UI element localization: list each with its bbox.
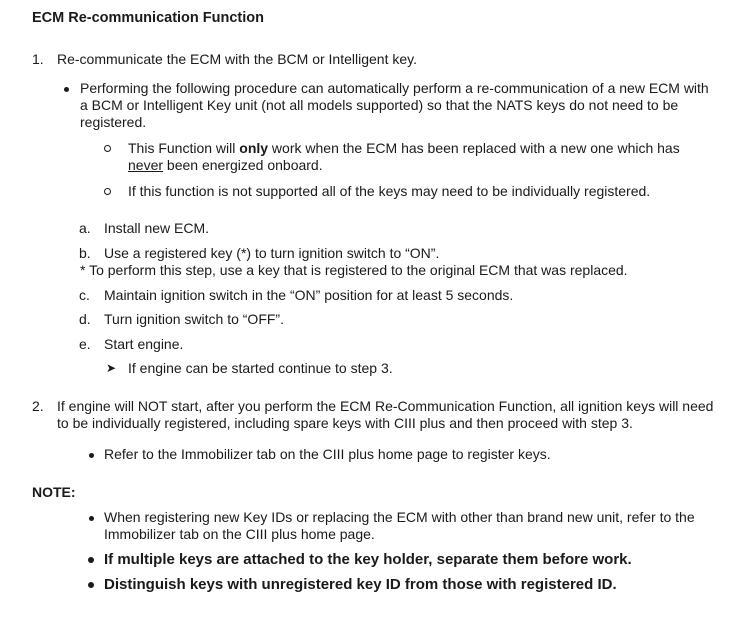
step-text-d: Turn ignition switch to “OFF”. — [104, 311, 284, 327]
step-letter-a: a. — [79, 220, 91, 236]
step-text-b: Use a registered key (*) to turn ignition switch to “ON”. — [104, 245, 440, 261]
step-1-bullet-line-1: Performing the following procedure can automatically perform a re-communication of a new ECM with — [80, 80, 709, 96]
note-item-3: Distinguish keys with unregistered key ID from those with registered ID. — [104, 576, 617, 593]
page-title: ECM Re-communication Function — [32, 10, 264, 26]
step-text-e: Start engine. — [104, 336, 184, 352]
step-1-bullet-line-3: registered. — [80, 114, 147, 130]
sub-bullet-never-line — [128, 157, 323, 174]
circle-bullet-icon — [104, 145, 111, 152]
bullet-dot-icon — [88, 557, 94, 563]
bullet-dot-icon — [64, 87, 69, 92]
step-2-bullet: Refer to the Immobilizer tab on the CIII plus home page to register keys. — [104, 446, 551, 462]
bullet-dot-icon — [89, 453, 94, 458]
arrow-bullet-icon: ➤ — [106, 361, 117, 375]
step-1-number: 1. — [32, 51, 44, 67]
bullet-dot-icon — [88, 582, 94, 588]
arrow-bullet-text: If engine can be started continue to step 3. — [128, 360, 393, 376]
bullet-dot-icon — [89, 516, 94, 521]
sub-bullet-text-bold: only — [239, 140, 269, 156]
step-letter-b: b. — [79, 245, 91, 261]
step-2-line-2: to be individually registered, including spare keys with CIII plus and then proceed with step 3. — [57, 415, 633, 431]
step-2-line-1: If engine will NOT start, after you perform the ECM Re-Communication Function, all ignition keys will need — [57, 398, 714, 414]
note-item-1-line-2: Immobilizer tab on the CIII plus home page. — [104, 526, 375, 542]
sub-bullet-only-line — [128, 140, 680, 157]
step-text-a: Install new ECM. — [104, 220, 210, 236]
sub-bullet-second-post: been energized onboard. — [163, 157, 323, 173]
sub-bullet-not-supported: If this function is not supported all of the keys may need to be individually registered. — [128, 183, 651, 199]
step-1-bullet-line-2: a BCM or Intelligent Key unit (not all models supported) so that the NATS keys do not need to be — [80, 97, 679, 113]
note-item-1-line-1: When registering new Key IDs or replacing the ECM with other than brand new unit, refer to the — [104, 509, 695, 525]
step-text-c: Maintain ignition switch in the “ON” position for at least 5 seconds. — [104, 287, 514, 303]
sub-bullet-text-post: work when the ECM has been replaced with a new one which has — [268, 140, 680, 156]
sub-bullet-text-pre: This Function will — [128, 140, 240, 156]
step-2-number: 2. — [32, 398, 44, 414]
step-letter-c: c. — [79, 287, 90, 303]
note-label: NOTE: — [32, 484, 76, 500]
step-letter-e: e. — [79, 336, 91, 352]
circle-bullet-icon — [104, 188, 111, 195]
step-1-text: Re-communicate the ECM with the BCM or Intelligent key. — [57, 51, 417, 67]
sub-bullet-underlined-word: never — [128, 157, 164, 173]
note-item-2: If multiple keys are attached to the key holder, separate them before work. — [104, 551, 632, 568]
step-letter-d: d. — [79, 311, 91, 327]
step-b-footnote: * To perform this step, use a key that is registered to the original ECM that was replaced. — [80, 262, 628, 278]
